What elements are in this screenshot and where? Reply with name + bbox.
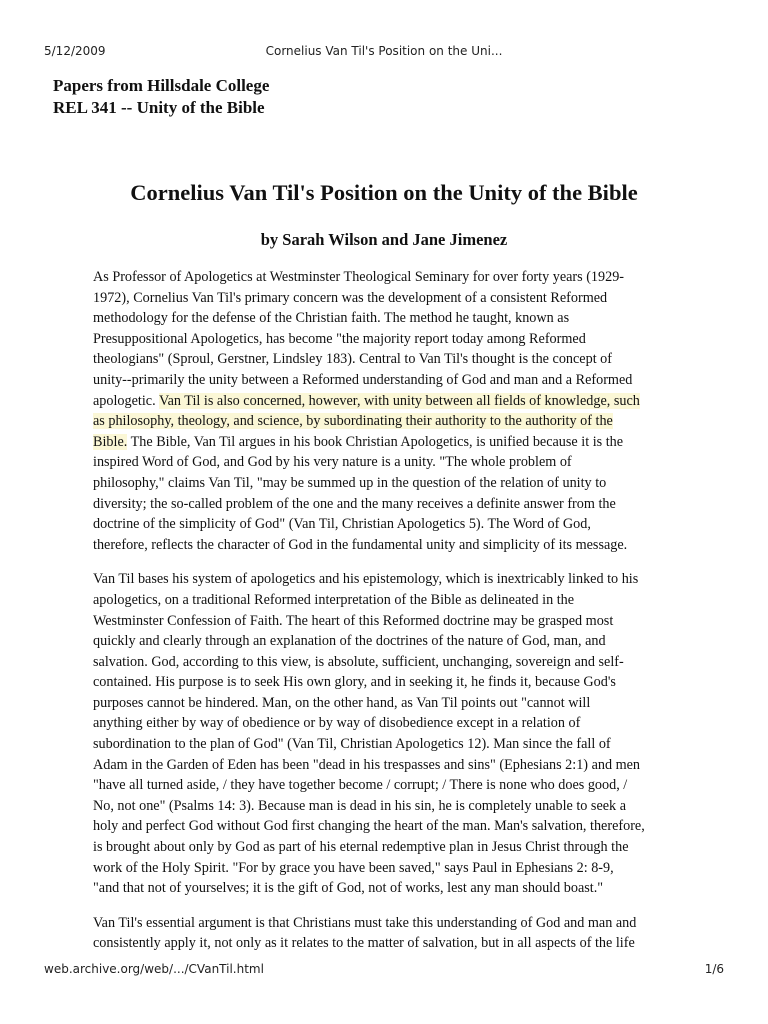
text-line: subordination to the plan of God" (Van Til, Christian Apologetics 12). Man since the fall of [93, 736, 611, 753]
text-line: anything either by way of obedience or by way of disobedience except in a relation of [93, 715, 581, 732]
text-line: salvation. God, according to this view, is absolute, sufficient, unchanging, sovereign and self- [93, 653, 624, 670]
article-byline: by Sarah Wilson and Jane Jimenez [260, 230, 508, 249]
text-line: diversity; the so-called problem of the one and the many receives a definite answer from the [93, 495, 616, 512]
text-segment: apologetic. [93, 392, 159, 409]
text-line: "and that not of yourselves; it is the gift of God, not of works, lest any man should boast." [93, 880, 604, 897]
print-header [44, 44, 724, 64]
text-line [93, 411, 678, 432]
paragraph-3 [93, 913, 678, 954]
text-line: philosophy," claims Van Til, "may be summed up in the question of the relation of unity to [93, 474, 607, 491]
text-line: contained. His purpose is to seek His own glory, and in seeking it, he finds it, because God's [93, 674, 616, 691]
text-line: quickly and clearly through an explanation of the doctrines of the nature of God, man, and [93, 633, 606, 650]
text-line: As Professor of Apologetics at Westminster Theological Seminary for over forty years (1929- [93, 269, 625, 285]
course-heading [53, 75, 269, 119]
text-line [93, 432, 678, 453]
highlighted-text[interactable]: Bible. [93, 433, 128, 450]
text-line: Van Til bases his system of apologetics and his epistemology, which is inextricably linked to his [93, 571, 639, 588]
print-date: 5/12/2009 [44, 44, 106, 58]
text-line: Presuppositional Apologetics, has become "the majority report today among Reformed [93, 330, 586, 347]
text-line: methodology for the defense of the Christian faith. The method he taught, known as [93, 310, 570, 327]
course-source: Papers from Hillsdale College [53, 76, 270, 95]
text-line: No, not one" (Psalms 14: 3). Because man is dead in his sin, he is completely unable to seek a [93, 797, 626, 814]
highlighted-text[interactable]: Van Til is also concerned, however, with unity between all fields of knowledge, such [158, 392, 640, 409]
text-line: 1972), Cornelius Van Til's primary concern was the development of a consistent Reformed [93, 289, 608, 306]
text-line: purposes cannot be hindered. Man, on the other hand, as Van Til points out "cannot will [93, 694, 591, 711]
page-number: 1/6 [704, 962, 724, 976]
print-url: web.archive.org/web/.../CVanTil.html [44, 962, 264, 976]
paragraph-2 [93, 569, 678, 899]
highlighted-text[interactable]: as philosophy, theology, and science, by subordinating their authority to the authority of the [93, 413, 613, 430]
text-line: Van Til's essential argument is that Christians must take this understanding of God and man and [93, 914, 637, 931]
text-line: consistently apply it, not only as it relates to the matter of salvation, but in all aspects of the life [93, 935, 635, 952]
text-line: theologians" (Sproul, Gerstner, Lindsley 183). Central to Van Til's thought is the concept of [93, 351, 612, 368]
text-line: unity--primarily the unity between a Reformed understanding of God and man and a Reformed [93, 371, 633, 388]
print-page-title: Cornelius Van Til's Position on the Uni... [265, 44, 503, 58]
text-line: inspired Word of God, and God by his very nature is a unity. "The whole problem of [93, 454, 572, 471]
article-body [93, 267, 678, 968]
text-line: apologetics, on a traditional Reformed interpretation of the Bible as delineated in the [93, 591, 575, 608]
text-line [93, 391, 678, 412]
paragraph-1 [93, 267, 678, 555]
text-line: Adam in the Garden of Eden has been "dead in his trespasses and sins" (Ephesians 2:1) and men [93, 756, 641, 773]
text-line: Westminster Confession of Faith. The heart of this Reformed doctrine may be grasped most [93, 612, 614, 629]
text-line: holy and perfect God without God first changing the heart of the man. Man's salvation, therefore, [93, 818, 645, 835]
text-line: work of the Holy Spirit. "For by grace you have been saved," says Paul in Ephesians 2: 8-9, [93, 859, 614, 876]
course-code: REL 341 -- Unity of the Bible [53, 98, 265, 117]
text-line: therefore, reflects the character of God in the fundamental unity and simplicity of its message. [93, 536, 628, 553]
text-line: is brought about only by God as part of his eternal redemptive plan in Jesus Christ through the [93, 839, 629, 856]
text-segment: The Bible, Van Til argues in his book Christian Apologetics, is unified because it is the [127, 433, 624, 450]
article-title: Cornelius Van Til's Position on the Unity of the Bible [130, 180, 638, 205]
text-line: doctrine of the simplicity of God" (Van Til, Christian Apologetics 5). The Word of God, [93, 516, 591, 533]
text-line: "have all turned aside, / they have together become / corrupt; / There is none who does good, / [93, 777, 628, 794]
